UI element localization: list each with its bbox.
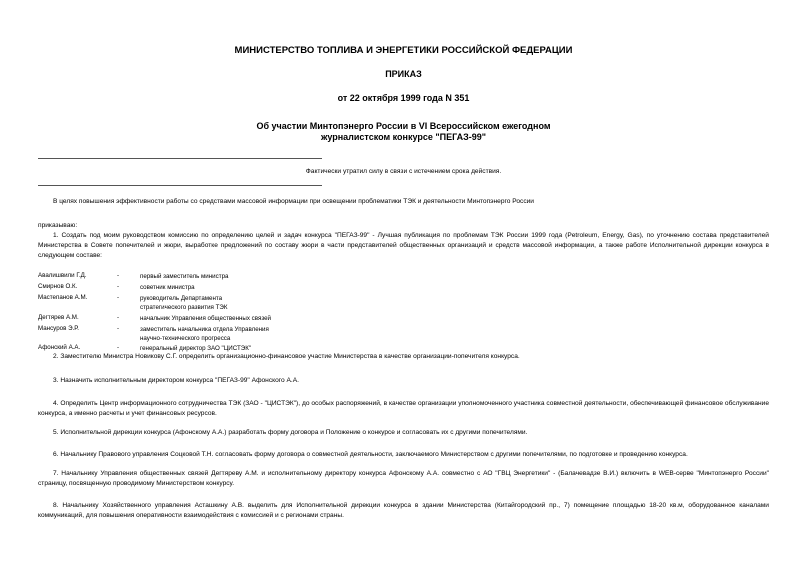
member-role-line: стратегического развития ТЭК (140, 304, 228, 311)
member-dash: - (117, 294, 120, 301)
member-dash: - (117, 272, 120, 279)
member-role-line: заместитель начальника отдела Управления (140, 326, 269, 333)
member-role-line: начальник Управления общественных связей (140, 315, 271, 322)
member-name: Дегтярев А.М. (38, 314, 79, 321)
order-date: от 22 октября 1999 года N 351 (337, 93, 470, 103)
member-name: Мастепанов А.М. (38, 294, 88, 301)
member-dash: - (117, 314, 120, 321)
member-role (140, 325, 269, 343)
order-heading: ПРИКАЗ (385, 69, 422, 79)
member-dash: - (117, 325, 120, 332)
status-note: Фактически утратил силу в связи с истечением срока действия. (305, 168, 502, 175)
paragraph-1: 1. Создать под моим руководством комиссию по определению целей и задач конкурса "ПЕГАЗ-99" - Лучшая публикация по проблемам ТЭК России 1999 года (Petroleum, Energy, Gas), по уточнению состава представителей Министерства в Совете попечителей и жюри, выработке предложений по составу жюри в части представителей общественных организаций и средств массовой информации, а также работе Исполнительной дирекции конкурса в следующем составе: (38, 232, 769, 259)
paragraph-4: 4. Определить Центр информационного сотрудничества ТЭК (ЗАО - "ЦИСТЭК"), до особых распоряжений, в качестве организации уполномоченного участника совместной деятельности, обеспечивающей финансовое обслуживание конкурса, а именно расчеты и учет финансовых ресурсов. (38, 400, 769, 417)
order-directive-word: приказываю: (38, 222, 78, 229)
paragraph-8: 8. Начальнику Хозяйственного управления Асташкину А.В. выделить для Исполнительной дирекции конкурса в здании Министерства (Китайгородский пр., 7) помещение площадью 18-20 кв.м, оборудованное каналами коммуникаций, для повышения оперативности взаимодействия с комиссией и с регионами страны. (38, 502, 769, 519)
paragraph-7: 7. Начальнику Управления общественных связей Дегтяреву А.М. и исполнительному директору конкурса Афонскому А.А. совместно с АО "ГВЦ Энергетики" - (Балачевадзе В.И.) включить в WEB-серве "Минтопэнерго России" страницу, посвященную проводимому Министерством конкурсу. (38, 470, 769, 487)
member-name: Мансуров Э.Р. (38, 325, 79, 332)
member-role-line: советник министра (140, 284, 195, 291)
member-dash: - (117, 344, 120, 351)
member-role (140, 294, 227, 312)
member-name: Смирнов О.К. (38, 283, 78, 290)
member-role-line: первый заместитель министра (140, 273, 229, 280)
document-title-line-2: журналистском конкурсе "ПЕГАЗ-99" (320, 132, 487, 142)
member-role-line: генеральный директор ЗАО "ЦИСТЭК" (140, 345, 252, 352)
member-name: Афонский А.А. (38, 344, 81, 351)
divider-top (38, 158, 322, 159)
paragraph-3: 3. Назначить исполнительным директором конкурса "ПЕГАЗ-99" Афонского А.А. (53, 377, 299, 384)
intro-paragraph: В целях повышения эффективности работы со средствами массовой информации при освещении проблематики ТЭК и деятельности Минтопэнерго России (53, 198, 534, 205)
ministry-heading: МИНИСТЕРСТВО ТОПЛИВА И ЭНЕРГЕТИКИ РОССИЙСКОЙ ФЕДЕРАЦИИ (234, 45, 573, 56)
member-role (140, 283, 195, 292)
member-role (140, 314, 271, 323)
member-dash: - (117, 283, 120, 290)
member-name: Авалишвили Г.Д. (38, 272, 87, 279)
member-role-line: научно-технического прогресса (140, 335, 231, 342)
member-role (140, 272, 228, 281)
paragraph-2: 2. Заместителю Министра Новикову С.Г. определить организационно-финансовое участие Министерства в качестве организации-попечителя конкурса. (53, 353, 520, 360)
document-title-line-1: Об участии Минтопэнерго России в VI Всероссийском ежегодном (256, 121, 551, 131)
paragraph-6: 6. Начальнику Правового управления Соцковой Т.Н. согласовать форму договора о совместной деятельности, заключаемого Министерством с другими попечителями, по подготовке и проведению конкурса. (53, 451, 688, 458)
divider-bottom (38, 185, 322, 186)
paragraph-5: 5. Исполнительной дирекции конкурса (Афонскому А.А.) разработать форму договора и Положение о конкурсе и согласовать их с другими попечителями. (53, 429, 528, 436)
member-role-line: руководитель Департамента (140, 295, 223, 302)
